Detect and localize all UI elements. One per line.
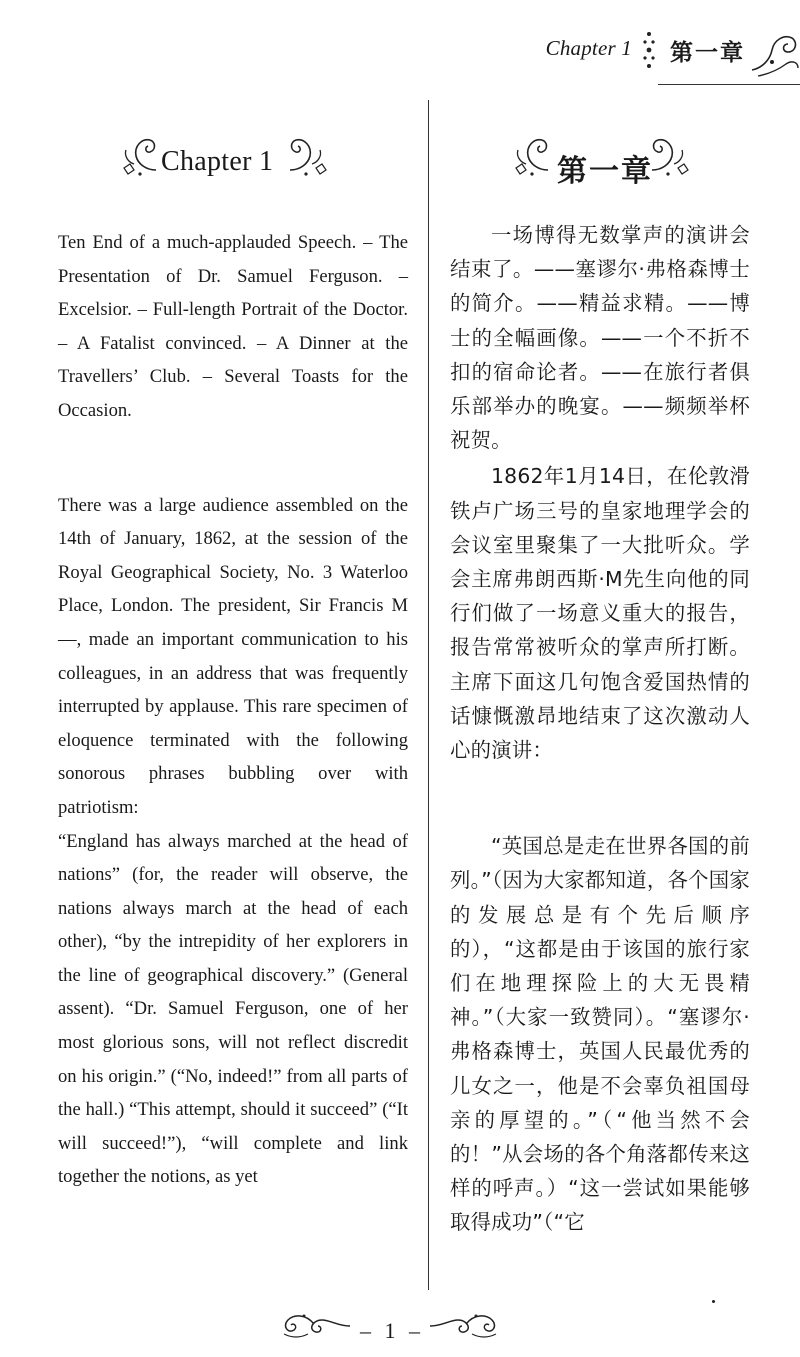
footer-flourish-left-icon	[278, 1306, 352, 1342]
print-speck	[712, 1300, 715, 1303]
running-header-chapter-cn: 第一章	[670, 40, 745, 66]
running-header-chapter-en: Chapter 1	[545, 36, 632, 60]
heading-flourish-right-icon	[648, 130, 692, 180]
running-header	[0, 22, 800, 82]
english-chapter-title: Chapter 1	[161, 146, 274, 177]
column-divider	[428, 100, 429, 1290]
heading-flourish-right-icon	[286, 130, 330, 180]
chinese-chapter-heading	[450, 120, 750, 220]
page-footer	[0, 1300, 800, 1350]
heading-flourish-left-icon	[510, 130, 554, 180]
chinese-column	[450, 120, 750, 1240]
paragraph: There was a large audience assembled on the 14th of January, 1862, at the session of the Royal Geographical Society, No. 3 Waterloo Place, London. The president, Sir Francis M—, made an important communication to his colleagues, in an address that was frequently interrupted by applause. This rare specimen of eloquence terminated with the following sonorous phrases bubbling over with patriotism:	[58, 494, 408, 818]
paragraph: “England has always marched at the head of nations” (for, the reader will observe, the nations always march at the head of each other), “by the intrepidity of her explorers in the line of geographical discovery.” (General assent). “Dr. Samuel Ferguson, one of her most glorious sons, will not reflect discredit on his origin.” (“No, indeed!” from all parts of the hall.) “This attempt, should it succeed” (“It will succeed!”), “will complete and link together the notions, as yet	[58, 830, 408, 1188]
dot-ornament-icon	[641, 28, 657, 72]
english-column	[58, 120, 408, 1194]
heading-flourish-left-icon	[120, 130, 160, 180]
chapter-summary: 一场博得无数掌声的演讲会结束了。——塞谬尔·弗格森博士的简介。——精益求精。——博士的全幅画像。——一个不折不扣的宿命论者。——在旅行者俱乐部举办的晚宴。——频频举杯祝贺。	[450, 223, 750, 453]
page-number: – 1 –	[360, 1318, 424, 1343]
chinese-chapter-title: 第一章	[557, 154, 653, 189]
header-rule	[658, 84, 800, 85]
footer-flourish-right-icon	[428, 1306, 502, 1342]
flourish-ornament-icon	[748, 24, 800, 80]
chapter-summary: Ten End of a much-applauded Speech. – The Presentation of Dr. Samuel Ferguson. – Excelsior. – Full-length Portrait of the Doctor. – A Fatalist convinced. – A Dinner at the Travellers’ Club. – Several Toasts for the Occasion.	[58, 232, 408, 421]
paragraph: 1862年1月14日，在伦敦滑铁卢广场三号的皇家地理学会的会议室里聚集了一大批听众。学会主席弗朗西斯·M先生向他的同行们做了一场意义重大的报告，报告常常被听众的掌声所打断。主席下面这几句饱含爱国热情的话慷慨激昂地结束了这次激动人心的演讲：	[450, 464, 750, 763]
paragraph: “英国总是走在世界各国的前列。”（因为大家都知道，各个国家的发展总是有个先后顺序的），“这都是由于该国的旅行家们在地理探险上的大无畏精神。”（大家一致赞同）。“塞谬尔·弗格森博士，英国人民最优秀的儿女之一，他是不会辜负祖国母亲的厚望的。”（“他当然不会的！”从会场的各个角落都传来这样的呼声。）“这一尝试如果能够取得成功”（“它	[450, 834, 750, 1235]
english-chapter-heading	[58, 120, 408, 220]
